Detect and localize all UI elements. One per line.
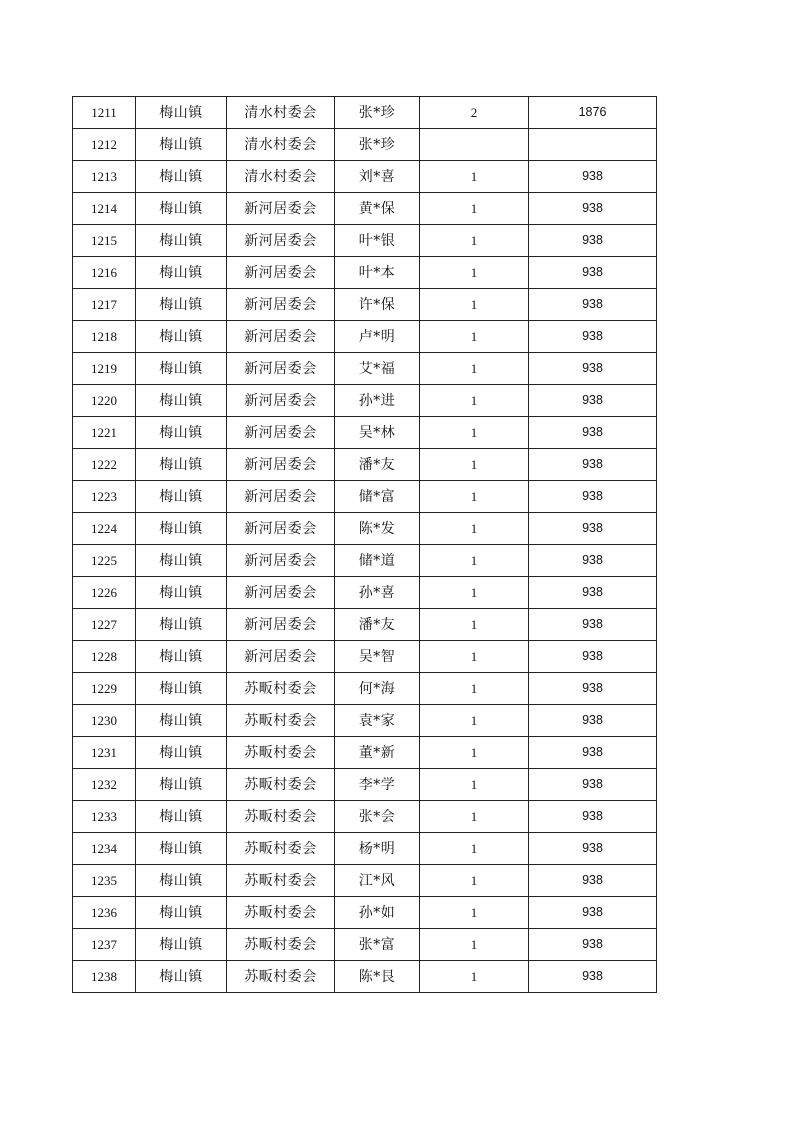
cell-name: 张*富	[335, 929, 420, 961]
cell-name: 陈*艮	[335, 961, 420, 993]
cell-name: 张*会	[335, 801, 420, 833]
table-row	[73, 289, 657, 321]
cell-amount: 938	[529, 193, 657, 225]
cell-amount: 938	[529, 641, 657, 673]
cell-name: 张*珍	[335, 129, 420, 161]
roster-table-body	[73, 97, 657, 993]
cell-name: 吴*林	[335, 417, 420, 449]
cell-village-committee: 新河居委会	[227, 417, 335, 449]
cell-town: 梅山镇	[136, 705, 227, 737]
table-row	[73, 481, 657, 513]
cell-village-committee: 新河居委会	[227, 257, 335, 289]
cell-serial-number: 1232	[73, 769, 136, 801]
cell-serial-number: 1230	[73, 705, 136, 737]
cell-town: 梅山镇	[136, 193, 227, 225]
cell-count: 1	[420, 225, 529, 257]
cell-name: 孙*如	[335, 897, 420, 929]
table-row	[73, 833, 657, 865]
cell-name: 刘*喜	[335, 161, 420, 193]
cell-town: 梅山镇	[136, 577, 227, 609]
cell-count: 1	[420, 353, 529, 385]
cell-town: 梅山镇	[136, 257, 227, 289]
table-row	[73, 673, 657, 705]
cell-village-committee: 清水村委会	[227, 97, 335, 129]
cell-village-committee: 苏畈村委会	[227, 897, 335, 929]
table-row	[73, 129, 657, 161]
table-row	[73, 257, 657, 289]
cell-town: 梅山镇	[136, 673, 227, 705]
cell-name: 黄*保	[335, 193, 420, 225]
cell-serial-number: 1234	[73, 833, 136, 865]
cell-count: 1	[420, 897, 529, 929]
table-row	[73, 513, 657, 545]
cell-serial-number: 1229	[73, 673, 136, 705]
table-row	[73, 641, 657, 673]
cell-name: 潘*友	[335, 449, 420, 481]
cell-town: 梅山镇	[136, 417, 227, 449]
cell-count: 1	[420, 449, 529, 481]
cell-count: 2	[420, 97, 529, 129]
cell-name: 董*新	[335, 737, 420, 769]
cell-count: 1	[420, 513, 529, 545]
cell-town: 梅山镇	[136, 161, 227, 193]
cell-serial-number: 1219	[73, 353, 136, 385]
cell-village-committee: 新河居委会	[227, 193, 335, 225]
roster-table	[72, 96, 657, 993]
cell-serial-number: 1231	[73, 737, 136, 769]
cell-village-committee: 清水村委会	[227, 161, 335, 193]
cell-count: 1	[420, 673, 529, 705]
cell-name: 张*珍	[335, 97, 420, 129]
table-row	[73, 897, 657, 929]
cell-serial-number: 1237	[73, 929, 136, 961]
table-row	[73, 865, 657, 897]
table-row	[73, 545, 657, 577]
cell-name: 储*道	[335, 545, 420, 577]
cell-count: 1	[420, 193, 529, 225]
cell-name: 孙*喜	[335, 577, 420, 609]
cell-amount: 938	[529, 449, 657, 481]
cell-village-committee: 苏畈村委会	[227, 769, 335, 801]
cell-count: 1	[420, 641, 529, 673]
cell-amount: 938	[529, 769, 657, 801]
cell-town: 梅山镇	[136, 897, 227, 929]
cell-amount: 938	[529, 961, 657, 993]
cell-town: 梅山镇	[136, 737, 227, 769]
cell-count: 1	[420, 609, 529, 641]
cell-amount: 938	[529, 353, 657, 385]
cell-count: 1	[420, 929, 529, 961]
cell-serial-number: 1220	[73, 385, 136, 417]
cell-amount	[529, 129, 657, 161]
cell-town: 梅山镇	[136, 801, 227, 833]
cell-serial-number: 1235	[73, 865, 136, 897]
cell-serial-number: 1221	[73, 417, 136, 449]
cell-count: 1	[420, 961, 529, 993]
cell-serial-number: 1212	[73, 129, 136, 161]
cell-serial-number: 1224	[73, 513, 136, 545]
cell-town: 梅山镇	[136, 385, 227, 417]
cell-amount: 938	[529, 609, 657, 641]
cell-count: 1	[420, 289, 529, 321]
cell-amount: 938	[529, 161, 657, 193]
cell-amount: 938	[529, 289, 657, 321]
cell-town: 梅山镇	[136, 97, 227, 129]
table-row	[73, 97, 657, 129]
cell-count: 1	[420, 545, 529, 577]
cell-count	[420, 129, 529, 161]
cell-amount: 938	[529, 577, 657, 609]
cell-name: 卢*明	[335, 321, 420, 353]
cell-village-committee: 新河居委会	[227, 385, 335, 417]
cell-village-committee: 新河居委会	[227, 545, 335, 577]
cell-town: 梅山镇	[136, 929, 227, 961]
cell-village-committee: 新河居委会	[227, 225, 335, 257]
cell-amount: 938	[529, 705, 657, 737]
cell-amount: 938	[529, 321, 657, 353]
table-row	[73, 769, 657, 801]
cell-village-committee: 苏畈村委会	[227, 929, 335, 961]
table-row	[73, 449, 657, 481]
cell-town: 梅山镇	[136, 961, 227, 993]
cell-name: 李*学	[335, 769, 420, 801]
cell-count: 1	[420, 481, 529, 513]
cell-town: 梅山镇	[136, 449, 227, 481]
cell-name: 何*海	[335, 673, 420, 705]
cell-amount: 938	[529, 897, 657, 929]
cell-name: 袁*家	[335, 705, 420, 737]
cell-amount: 938	[529, 513, 657, 545]
cell-name: 叶*本	[335, 257, 420, 289]
cell-amount: 938	[529, 801, 657, 833]
cell-count: 1	[420, 257, 529, 289]
table-row	[73, 609, 657, 641]
cell-serial-number: 1216	[73, 257, 136, 289]
cell-serial-number: 1218	[73, 321, 136, 353]
cell-village-committee: 苏畈村委会	[227, 865, 335, 897]
cell-village-committee: 新河居委会	[227, 609, 335, 641]
table-row	[73, 225, 657, 257]
cell-amount: 938	[529, 865, 657, 897]
cell-town: 梅山镇	[136, 641, 227, 673]
cell-amount: 938	[529, 673, 657, 705]
cell-town: 梅山镇	[136, 353, 227, 385]
table-row	[73, 705, 657, 737]
cell-serial-number: 1213	[73, 161, 136, 193]
cell-name: 潘*友	[335, 609, 420, 641]
cell-village-committee: 新河居委会	[227, 289, 335, 321]
cell-name: 杨*明	[335, 833, 420, 865]
cell-name: 叶*银	[335, 225, 420, 257]
cell-town: 梅山镇	[136, 225, 227, 257]
cell-serial-number: 1227	[73, 609, 136, 641]
cell-village-committee: 新河居委会	[227, 641, 335, 673]
cell-count: 1	[420, 737, 529, 769]
table-row	[73, 737, 657, 769]
cell-town: 梅山镇	[136, 481, 227, 513]
cell-town: 梅山镇	[136, 129, 227, 161]
cell-serial-number: 1236	[73, 897, 136, 929]
cell-serial-number: 1215	[73, 225, 136, 257]
cell-count: 1	[420, 705, 529, 737]
cell-village-committee: 新河居委会	[227, 449, 335, 481]
cell-count: 1	[420, 801, 529, 833]
cell-serial-number: 1214	[73, 193, 136, 225]
cell-name: 艾*福	[335, 353, 420, 385]
cell-town: 梅山镇	[136, 833, 227, 865]
cell-town: 梅山镇	[136, 769, 227, 801]
cell-town: 梅山镇	[136, 609, 227, 641]
table-row	[73, 801, 657, 833]
table-row	[73, 385, 657, 417]
cell-name: 储*富	[335, 481, 420, 513]
cell-village-committee: 苏畈村委会	[227, 961, 335, 993]
cell-village-committee: 苏畈村委会	[227, 673, 335, 705]
cell-village-committee: 新河居委会	[227, 481, 335, 513]
cell-village-committee: 新河居委会	[227, 577, 335, 609]
table-row	[73, 577, 657, 609]
cell-amount: 938	[529, 481, 657, 513]
cell-name: 陈*发	[335, 513, 420, 545]
cell-amount: 938	[529, 225, 657, 257]
cell-village-committee: 苏畈村委会	[227, 801, 335, 833]
cell-amount: 938	[529, 737, 657, 769]
cell-count: 1	[420, 833, 529, 865]
cell-village-committee: 苏畈村委会	[227, 705, 335, 737]
cell-name: 江*风	[335, 865, 420, 897]
cell-amount: 1876	[529, 97, 657, 129]
cell-serial-number: 1217	[73, 289, 136, 321]
cell-amount: 938	[529, 545, 657, 577]
cell-town: 梅山镇	[136, 865, 227, 897]
cell-name: 吴*智	[335, 641, 420, 673]
table-row	[73, 417, 657, 449]
cell-amount: 938	[529, 257, 657, 289]
cell-village-committee: 新河居委会	[227, 321, 335, 353]
table-row	[73, 961, 657, 993]
cell-village-committee: 苏畈村委会	[227, 737, 335, 769]
cell-amount: 938	[529, 833, 657, 865]
table-row	[73, 161, 657, 193]
cell-village-committee: 新河居委会	[227, 353, 335, 385]
cell-serial-number: 1223	[73, 481, 136, 513]
cell-serial-number: 1222	[73, 449, 136, 481]
cell-name: 许*保	[335, 289, 420, 321]
table-row	[73, 929, 657, 961]
table-row	[73, 193, 657, 225]
cell-name: 孙*进	[335, 385, 420, 417]
table-row	[73, 353, 657, 385]
cell-serial-number: 1228	[73, 641, 136, 673]
cell-amount: 938	[529, 929, 657, 961]
cell-serial-number: 1233	[73, 801, 136, 833]
cell-count: 1	[420, 865, 529, 897]
cell-amount: 938	[529, 417, 657, 449]
cell-count: 1	[420, 769, 529, 801]
cell-serial-number: 1238	[73, 961, 136, 993]
cell-village-committee: 苏畈村委会	[227, 833, 335, 865]
cell-serial-number: 1225	[73, 545, 136, 577]
cell-town: 梅山镇	[136, 321, 227, 353]
cell-town: 梅山镇	[136, 289, 227, 321]
cell-count: 1	[420, 385, 529, 417]
cell-count: 1	[420, 321, 529, 353]
cell-serial-number: 1211	[73, 97, 136, 129]
cell-amount: 938	[529, 385, 657, 417]
cell-town: 梅山镇	[136, 513, 227, 545]
cell-village-committee: 新河居委会	[227, 513, 335, 545]
cell-count: 1	[420, 577, 529, 609]
cell-serial-number: 1226	[73, 577, 136, 609]
cell-count: 1	[420, 161, 529, 193]
cell-town: 梅山镇	[136, 545, 227, 577]
table-row	[73, 321, 657, 353]
cell-count: 1	[420, 417, 529, 449]
cell-village-committee: 清水村委会	[227, 129, 335, 161]
